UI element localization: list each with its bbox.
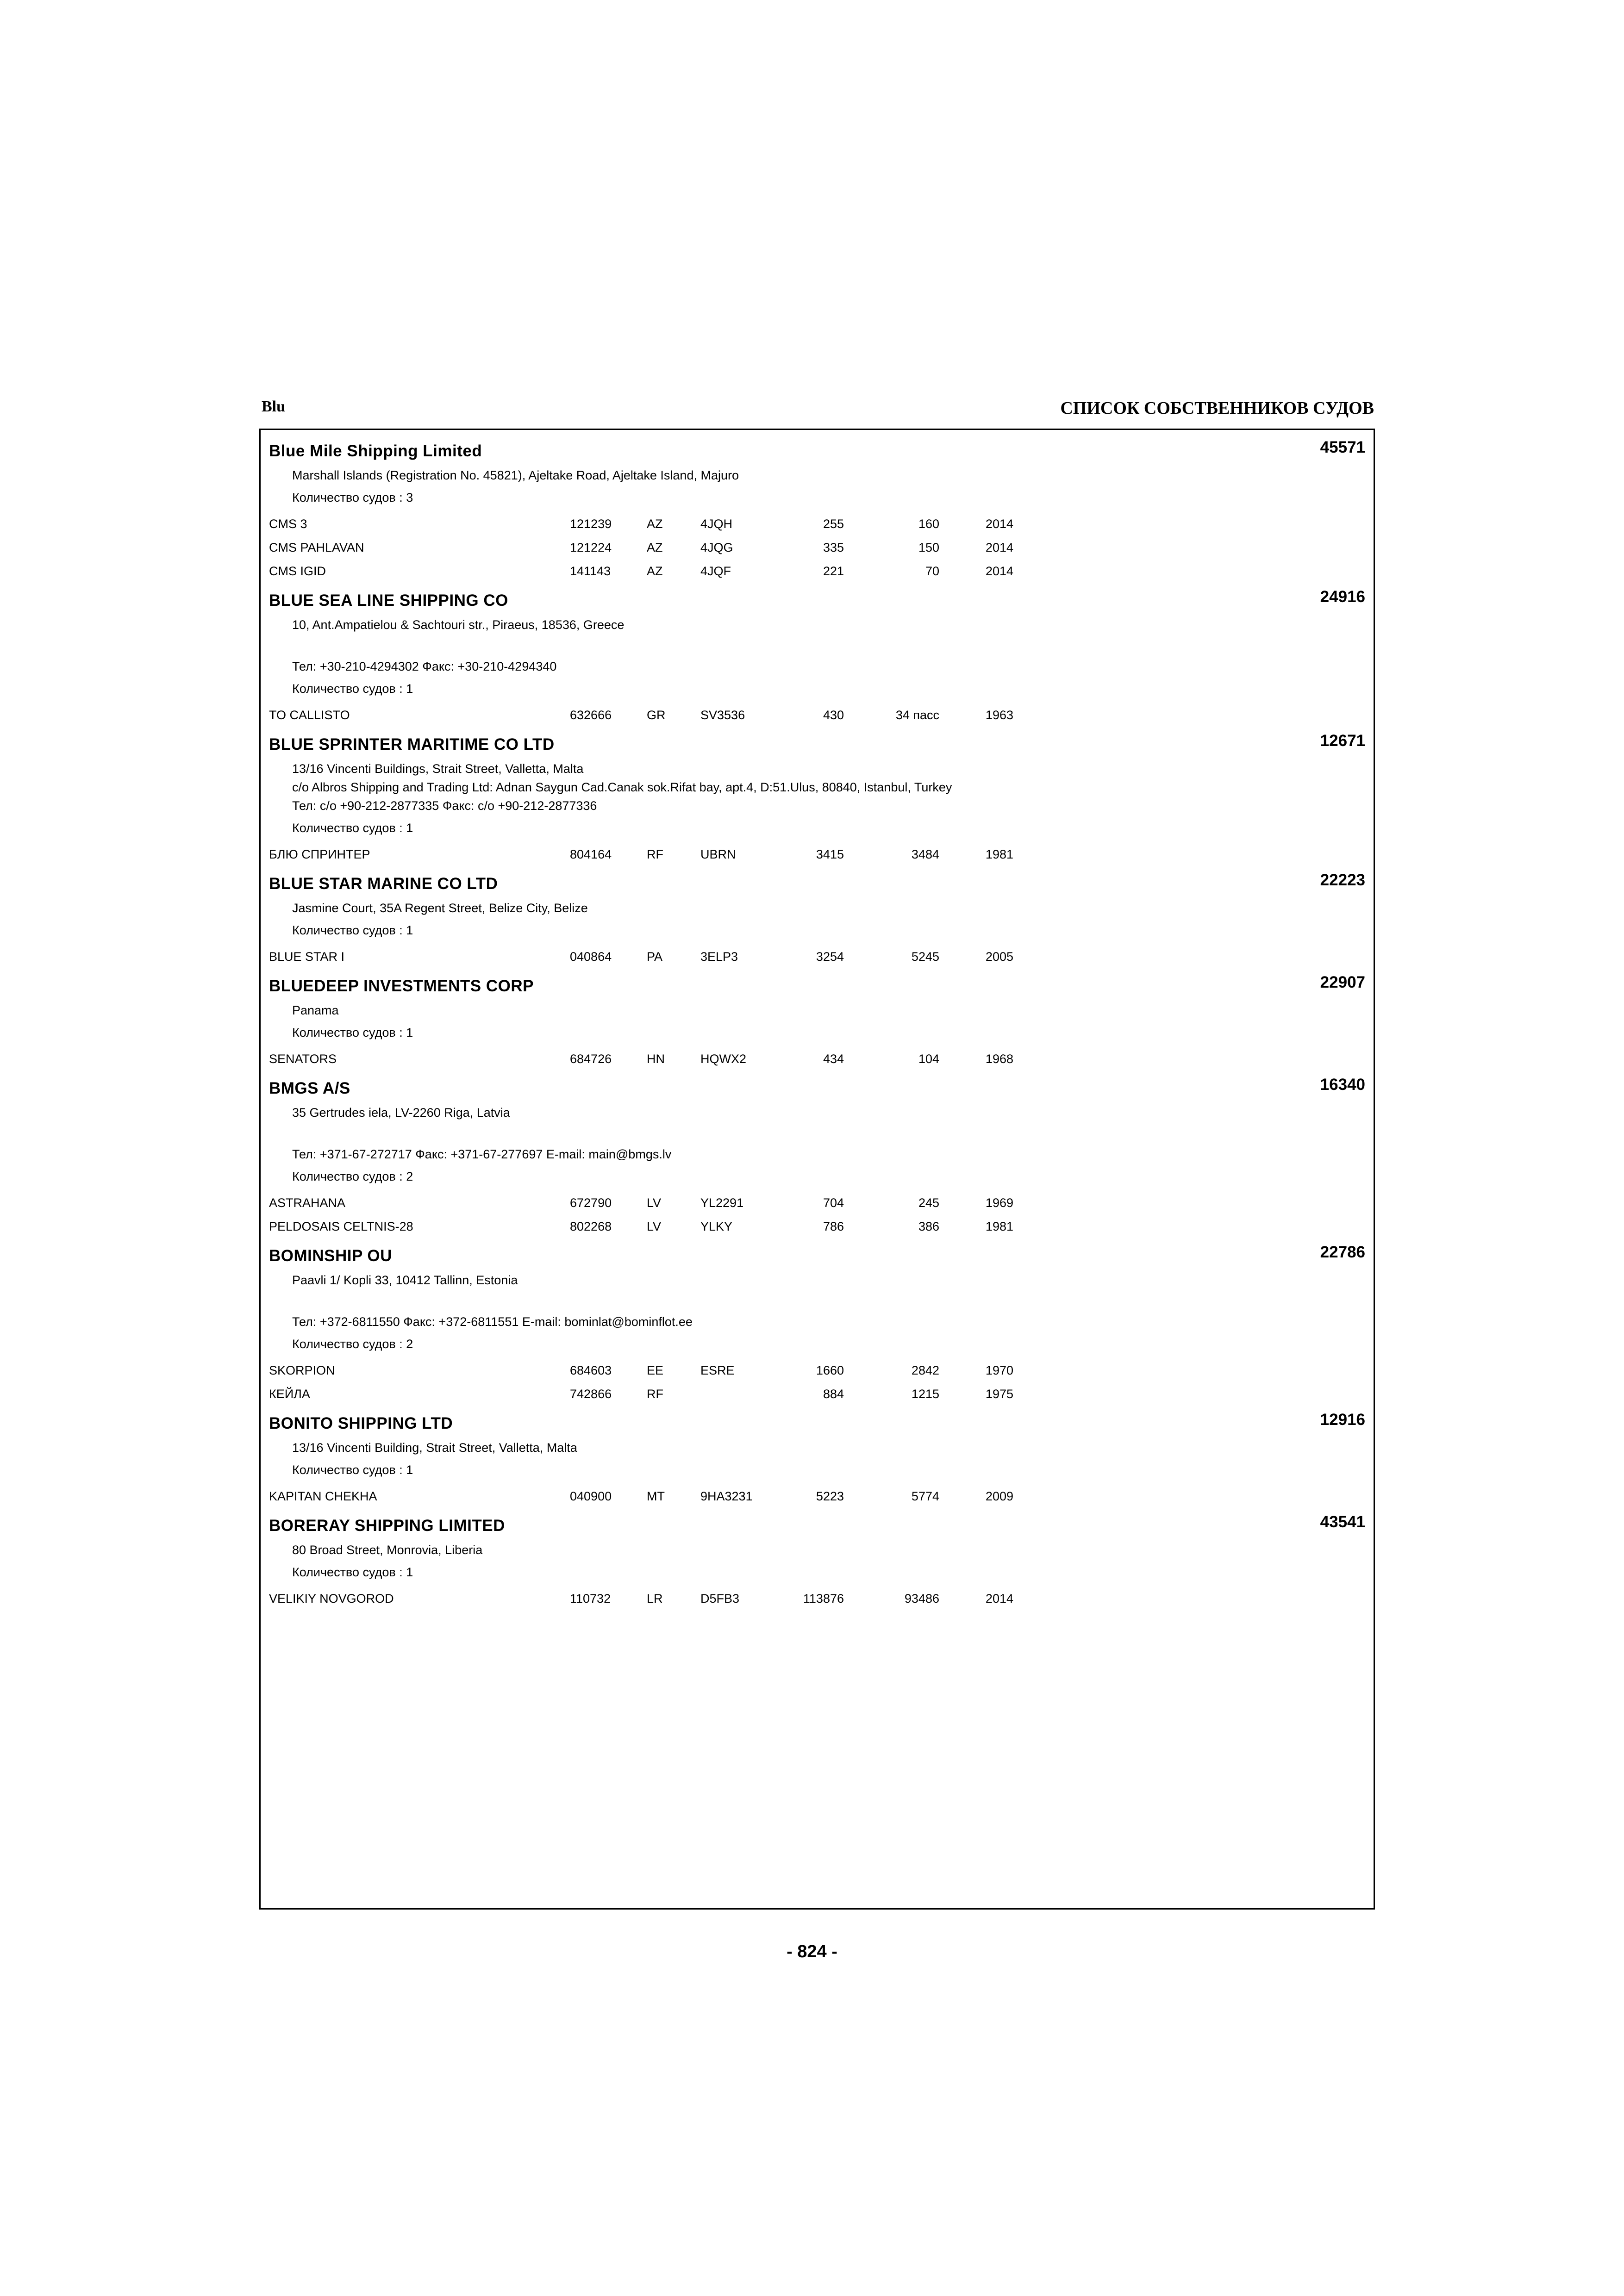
owner-name: Blue Mile Shipping Limited <box>269 442 482 460</box>
vessel-name: KAPITAN CHEKHA <box>269 1489 377 1503</box>
owner-address-line: Panama <box>292 1003 339 1017</box>
vessel-build-year: 2014 <box>985 564 1013 578</box>
owner-name: BLUE SEA LINE SHIPPING CO <box>269 591 508 610</box>
vessel-deadweight: 70 <box>925 564 939 578</box>
vessel-table <box>269 1587 1013 1611</box>
vessel-flag: EE <box>647 1363 664 1377</box>
owner-address-line: 80 Broad Street, Monrovia, Liberia <box>292 1543 483 1557</box>
owner-id: 16340 <box>1320 1076 1365 1094</box>
vessel-build-year: 1968 <box>985 1052 1013 1066</box>
vessel-gross-tonnage: 786 <box>823 1220 844 1233</box>
owner-entry <box>269 732 1365 866</box>
running-header-title: СПИСОК СОБСТВЕННИКОВ СУДОВ <box>1060 398 1374 418</box>
vessel-imo: 121239 <box>570 517 612 531</box>
vessel-name: CMS 3 <box>269 517 307 531</box>
vessel-callsign: YLKY <box>700 1220 733 1233</box>
vessel-build-year: 1969 <box>985 1196 1013 1210</box>
vessel-name: CMS PAHLAVAN <box>269 541 364 554</box>
owner-address-line: 35 Gertrudes iela, LV-2260 Riga, Latvia <box>292 1106 510 1120</box>
vessel-imo: 110732 <box>570 1592 611 1605</box>
vessel-name: BLUE STAR I <box>269 950 345 964</box>
vessel-row <box>269 703 1013 727</box>
owners-list <box>269 438 1365 1619</box>
owner-address-line: 13/16 Vincenti Building, Strait Street, Valletta, Malta <box>292 1441 577 1455</box>
vessel-table <box>269 843 1013 866</box>
vessel-imo: 672790 <box>570 1196 612 1210</box>
vessel-count: Количество судов : 1 <box>292 923 413 937</box>
vessel-flag: LV <box>647 1220 662 1233</box>
vessel-flag: AZ <box>647 541 663 554</box>
owner-address-line: c/o Albros Shipping and Trading Ltd: Adnan Saygun Cad.Canak sok.Rifat bay, apt.4, D:51.Ulus, 80840, Istanbul, Turkey <box>292 780 952 794</box>
vessel-row <box>269 536 1013 560</box>
vessel-flag: GR <box>647 708 666 722</box>
vessel-table <box>269 703 1013 727</box>
vessel-callsign: D5FB3 <box>700 1592 740 1605</box>
vessel-imo: 802268 <box>570 1220 612 1233</box>
owner-id: 12916 <box>1320 1411 1365 1429</box>
vessel-name: SKORPION <box>269 1363 335 1377</box>
vessel-build-year: 1975 <box>985 1387 1013 1401</box>
owner-entry <box>269 973 1365 1071</box>
vessel-row <box>269 1047 1013 1071</box>
vessel-count: Количество судов : 2 <box>292 1170 413 1183</box>
vessel-gross-tonnage: 704 <box>823 1196 844 1210</box>
owner-address-line: 13/16 Vincenti Buildings, Strait Street, Valletta, Malta <box>292 762 584 776</box>
owner-name: BLUE STAR MARINE CO LTD <box>269 875 498 893</box>
vessel-name: ASTRAHANA <box>269 1196 346 1210</box>
vessel-build-year: 1981 <box>985 1220 1013 1233</box>
owner-name: BLUEDEEP INVESTMENTS CORP <box>269 977 534 995</box>
owner-header <box>269 1513 1365 1541</box>
vessel-deadweight: 5245 <box>911 950 939 964</box>
vessel-imo: 121224 <box>570 541 612 554</box>
vessel-callsign: ESRE <box>700 1363 735 1377</box>
vessel-row <box>269 1485 1013 1508</box>
owner-header <box>269 588 1365 616</box>
vessel-flag: RF <box>647 847 663 861</box>
vessel-row <box>269 1191 1013 1215</box>
vessel-callsign: 3ELP3 <box>700 950 738 964</box>
vessel-imo: 684726 <box>570 1052 612 1066</box>
page-number: - 824 - <box>787 1942 837 1961</box>
vessel-table <box>269 1047 1013 1071</box>
owner-entry <box>269 1243 1365 1406</box>
owner-id: 22786 <box>1320 1243 1365 1261</box>
owner-entry <box>269 588 1365 727</box>
vessel-row <box>269 1359 1013 1382</box>
owner-header <box>269 438 1365 466</box>
owner-contacts: Тел: +371-67-272717 Факс: +371-67-277697 E-mail: main@bmgs.lv <box>292 1147 672 1161</box>
vessel-row <box>269 512 1013 536</box>
vessel-count: Количество судов : 1 <box>292 821 413 835</box>
vessel-callsign: SV3536 <box>700 708 745 722</box>
vessel-callsign: 4JQH <box>700 517 733 531</box>
vessel-imo: 040864 <box>570 950 612 964</box>
owner-entry <box>269 1513 1365 1611</box>
vessel-flag: PA <box>647 950 663 964</box>
vessel-flag: LR <box>647 1592 663 1605</box>
vessel-deadweight: 104 <box>918 1052 939 1066</box>
vessel-callsign: UBRN <box>700 847 736 861</box>
vessel-name: VELIKIY NOVGOROD <box>269 1592 394 1605</box>
vessel-flag: AZ <box>647 517 663 531</box>
vessel-flag: RF <box>647 1387 663 1401</box>
vessel-deadweight: 1215 <box>911 1387 939 1401</box>
vessel-gross-tonnage: 255 <box>823 517 844 531</box>
vessel-build-year: 2005 <box>985 950 1013 964</box>
owner-address-line: Paavli 1/ Kopli 33, 10412 Tallinn, Estonia <box>292 1273 518 1287</box>
owners-list-frame <box>259 429 1375 1910</box>
owner-contacts: Тел: +372-6811550 Факс: +372-6811551 E-mail: bominlat@bominflot.ee <box>292 1315 693 1329</box>
vessel-callsign: 4JQG <box>700 541 733 554</box>
vessel-table <box>269 1485 1013 1508</box>
owner-header <box>269 1076 1365 1103</box>
owner-address-line: Тел: c/o +90-212-2877335 Факс: c/o +90-212-2877336 <box>292 799 597 813</box>
vessel-gross-tonnage: 884 <box>823 1387 844 1401</box>
vessel-callsign: HQWX2 <box>700 1052 747 1066</box>
vessel-table <box>269 945 1013 969</box>
vessel-gross-tonnage: 1660 <box>816 1363 844 1377</box>
owner-header <box>269 1243 1365 1271</box>
vessel-row <box>269 1587 1013 1611</box>
vessel-deadweight: 245 <box>918 1196 939 1210</box>
owner-contacts: Тел: +30-210-4294302 Факс: +30-210-4294340 <box>292 660 557 673</box>
vessel-build-year: 2014 <box>985 1592 1013 1605</box>
vessel-flag: AZ <box>647 564 663 578</box>
owner-id: 43541 <box>1320 1513 1365 1531</box>
vessel-row <box>269 1215 1013 1238</box>
vessel-row <box>269 843 1013 866</box>
vessel-gross-tonnage: 5223 <box>816 1489 844 1503</box>
vessel-callsign: 4JQF <box>700 564 731 578</box>
owner-name: BLUE SPRINTER MARITIME CO LTD <box>269 735 555 753</box>
vessel-callsign: 9HA3231 <box>700 1489 753 1503</box>
vessel-table <box>269 1191 1013 1238</box>
vessel-deadweight: 150 <box>918 541 939 554</box>
vessel-gross-tonnage: 434 <box>823 1052 844 1066</box>
vessel-callsign: YL2291 <box>700 1196 744 1210</box>
vessel-imo: 804164 <box>570 847 612 861</box>
vessel-gross-tonnage: 3254 <box>816 950 844 964</box>
vessel-count: Количество судов : 1 <box>292 1565 413 1579</box>
owner-id: 45571 <box>1320 438 1365 456</box>
vessel-deadweight: 34 пасс <box>895 708 939 722</box>
vessel-table <box>269 1359 1013 1406</box>
owner-id: 22223 <box>1320 871 1365 889</box>
running-header-section: Blu <box>262 398 286 415</box>
owner-id: 24916 <box>1320 588 1365 606</box>
owner-address-line: Marshall Islands (Registration No. 45821), Ajeltake Road, Ajeltake Island, Majuro <box>292 468 739 482</box>
owner-header <box>269 732 1365 759</box>
owner-header <box>269 1411 1365 1438</box>
vessel-flag: MT <box>647 1489 665 1503</box>
vessel-build-year: 2009 <box>985 1489 1013 1503</box>
vessel-imo: 742866 <box>570 1387 612 1401</box>
vessel-gross-tonnage: 335 <box>823 541 844 554</box>
vessel-name: БЛЮ СПРИНТЕР <box>269 847 370 861</box>
vessel-flag: LV <box>647 1196 662 1210</box>
owner-id: 22907 <box>1320 973 1365 991</box>
owner-id: 12671 <box>1320 732 1365 750</box>
vessel-count: Количество судов : 1 <box>292 1463 413 1477</box>
owner-name: BMGS A/S <box>269 1079 350 1097</box>
vessel-count: Количество судов : 3 <box>292 491 413 504</box>
owner-address-line: Jasmine Court, 35A Regent Street, Belize City, Belize <box>292 901 588 915</box>
vessel-flag: HN <box>647 1052 665 1066</box>
vessel-name: CMS IGID <box>269 564 326 578</box>
vessel-count: Количество судов : 2 <box>292 1337 413 1351</box>
owner-entry <box>269 871 1365 969</box>
vessel-imo: 040900 <box>570 1489 612 1503</box>
vessel-imo: 141143 <box>570 564 611 578</box>
vessel-deadweight: 386 <box>918 1220 939 1233</box>
owner-entry <box>269 1076 1365 1238</box>
vessel-table <box>269 512 1013 583</box>
vessel-count: Количество судов : 1 <box>292 682 413 696</box>
vessel-name: КЕЙЛА <box>269 1387 310 1401</box>
owner-header <box>269 973 1365 1001</box>
vessel-deadweight: 93486 <box>904 1592 939 1605</box>
vessel-name: TO CALLISTO <box>269 708 350 722</box>
vessel-row <box>269 945 1013 969</box>
vessel-row <box>269 560 1013 583</box>
owner-entry <box>269 438 1365 583</box>
vessel-callsign <box>700 1382 793 1406</box>
vessel-build-year: 1970 <box>985 1363 1013 1377</box>
vessel-count: Количество судов : 1 <box>292 1026 413 1039</box>
vessel-gross-tonnage: 221 <box>823 564 844 578</box>
owner-name: BORERAY SHIPPING LIMITED <box>269 1517 505 1535</box>
vessel-name: SENATORS <box>269 1052 337 1066</box>
vessel-name: PELDOSAIS CELTNIS-28 <box>269 1220 413 1233</box>
vessel-deadweight: 5774 <box>911 1489 939 1503</box>
vessel-deadweight: 3484 <box>911 847 939 861</box>
owner-header <box>269 871 1365 899</box>
vessel-deadweight: 160 <box>918 517 939 531</box>
vessel-build-year: 1963 <box>985 708 1013 722</box>
owner-name: BOMINSHIP OU <box>269 1247 392 1265</box>
vessel-build-year: 2014 <box>985 541 1013 554</box>
owner-address-line: 10, Ant.Ampatielou & Sachtouri str., Piraeus, 18536, Greece <box>292 618 625 632</box>
vessel-gross-tonnage: 430 <box>823 708 844 722</box>
vessel-imo: 684603 <box>570 1363 612 1377</box>
owner-entry <box>269 1411 1365 1508</box>
vessel-deadweight: 2842 <box>911 1363 939 1377</box>
vessel-build-year: 2014 <box>985 517 1013 531</box>
vessel-row <box>269 1382 1013 1406</box>
vessel-gross-tonnage: 3415 <box>816 847 844 861</box>
vessel-imo: 632666 <box>570 708 612 722</box>
vessel-gross-tonnage: 113876 <box>803 1592 844 1605</box>
owner-name: BONITO SHIPPING LTD <box>269 1414 453 1432</box>
vessel-build-year: 1981 <box>985 847 1013 861</box>
